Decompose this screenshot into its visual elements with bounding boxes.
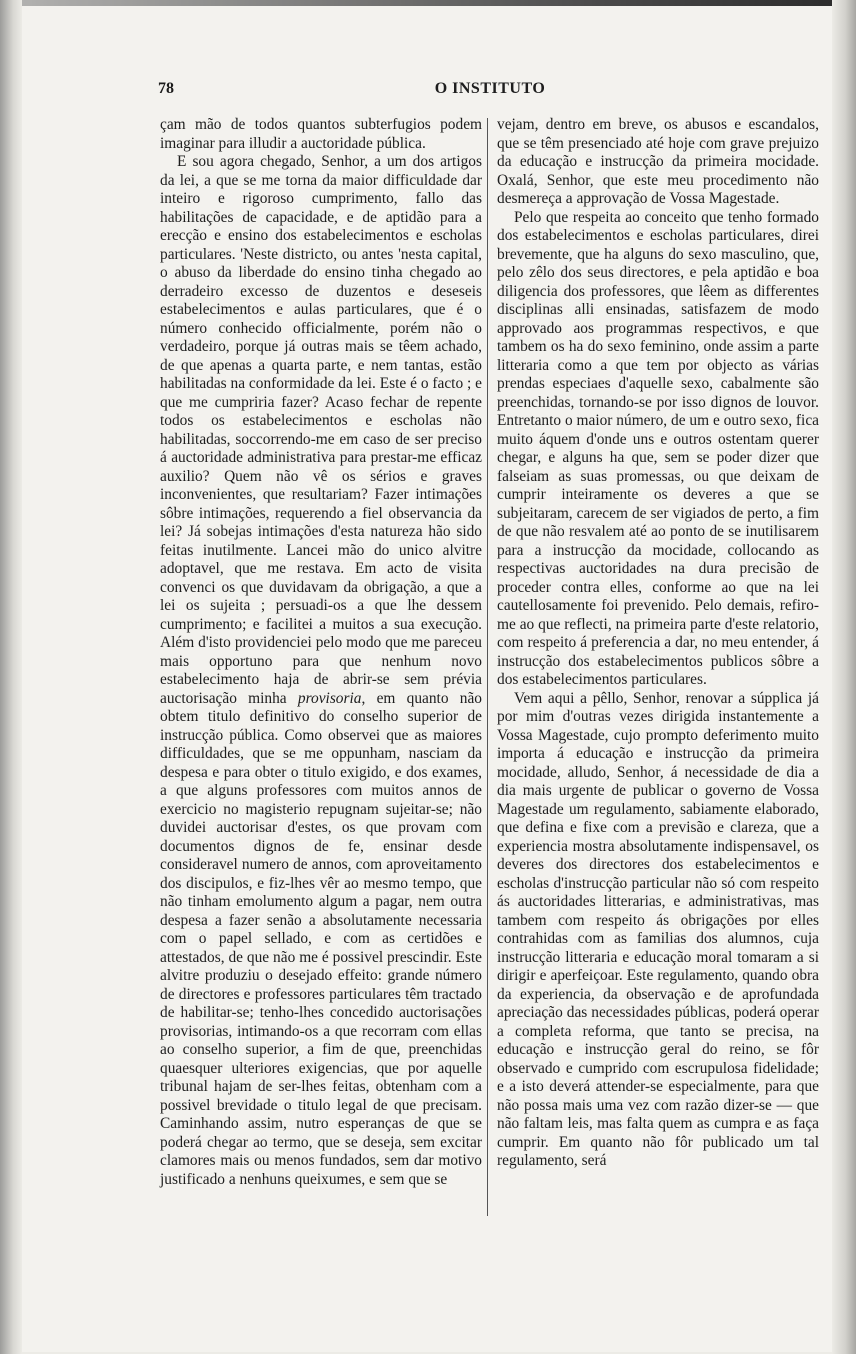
column-divider — [487, 118, 488, 1216]
paragraph: Pelo que respeita ao conceito que tenho formado dos estabelecimentos e escholas particulares, direi brevemente, que ha alguns do sexo masculino, que, pelo zêlo dos seus directores, e pela aptidão e boa diligencia dos professores, que lêem as differentes disciplinas alli ensinadas, satisfazem de modo approvado aos programmas respectivos, e que tambem os ha do sexo feminino, onde assim a parte litteraria como a que tem por objecto as várias prendas especiaes d'aquelle sexo, cabalmente são preenchidas, tornando-se por isso dignos de louvor. Entretanto o maior número, de um e outro sexo, fica muito áquem d'onde uns e outros ostentam querer chegar, e alguns ha que, sem se poder dizer que falseiam as suas promessas, ou que deixam de cumprir inteiramente os deveres a que se subjeitaram, carecem de ser vigiados de perto, a fim de que não resvalem até ao ponto de se inutilisarem para a instrucção da mocidade, collocando as respectivas auctoridades na dura precisão de proceder contra elles, conforme ao que na lei cautellosamente foi prevenido. Pelo demais, refiro-me ao que reflecti, na primeira parte d'este relatorio, com respeito á preferencia a dar, no meu entender, á instrucção dos estabelecimentos publicos sôbre a dos estabelecimentos particulares. — [497, 208, 819, 688]
page-gutter-shadow — [0, 0, 22, 1354]
paragraph: çam mão de todos quantos subterfugios podem imaginar para illudir a auctoridade pública. — [160, 116, 482, 152]
page-edge-shadow — [832, 0, 856, 1354]
left-column — [160, 116, 482, 1189]
paragraph-text: E sou agora chegado, Senhor, a um dos artigos da lei, a que se me torna da maior difficuldade dar inteiro e rigoroso cumprimento, fallo das habilitações de capacidade, e de aptidão para a erecção e ensino dos estabelecimentos e escholas particulares. 'Neste districto, ou antes 'nesta capital, o abuso da liberdade do ensino tinha chegado ao derradeiro excesso de duzentos e deseseis estabelecimentos e aulas particulares, que é o número conhecido officialmente, porém não o verdadeiro, porque já outras mais se têem achado, de que apenas a quarta parte, e nem tantas, estão habilitadas na conformidade da lei. Este é o facto ; e que me cumpriria fazer? Acaso fechar de repente todos os estabelecimentos e escholas não habilitadas, soccorrendo-me em caso de ser preciso á auctoridade administrativa para prestar-me efficaz auxilio? Quem não vê os sérios e graves inconvenientes, que resultariam? Fazer intimações sôbre intimações, requerendo a fiel observancia da lei? Já sobejas intimações d'esta natureza hão sido feitas inutilmente. Lancei mão do unico alvitre adoptavel, que me restava. Em acto de visita convenci os que duvidavam da obrigação, a que a lei os sujeita ; persuadi-os a que lhe dessem cumprimento; e facilitei a muitos a sua execução. Além d'isto providenciei pelo modo que me pareceu mais opportuno para que nenhum novo estabelecimento haja de abrir-se sem prévia auctorisação minha — [160, 153, 482, 707]
page-header — [140, 80, 820, 108]
paragraph: vejam, dentro em breve, os abusos e escandalos, que se têm presenciado até hoje com grave prejuizo da educação e instrucção da primeira mocidade. Oxalá, Senhor, que este meu procedimento não desmereça a approvação de Vossa Magestade. — [497, 116, 819, 207]
page-number: 78 — [158, 80, 174, 97]
italic-word: provisoria — [297, 689, 362, 707]
running-title: O INSTITUTO — [434, 80, 546, 97]
paragraph-text: , em quanto não obtem titulo definitivo do conselho superior de instrucção pública. Como observei que as maiores difficuldades, que se me oppunham, nasciam da despesa e para obter o titulo exigido, e dos exames, a que alguns professores com muitos annos de exercicio no magisterio repugnam sujeitar-se; não duvidei auctorisar d'estes, os que provam com documentos dignos de fe, ensinar desde consideravel numero de annos, com aproveitamento dos discipulos, e fiz-lhes vêr ao mesmo tempo, que não tinham emolumento algum a pagar, nem outra despesa a fazer senão a absolutamente necessaria com o papel sellado, e com as certidões e attestados, de que não me é possivel prescindir. Este alvitre produziu o desejado effeito: grande número de directores e professores particulares têm tractado de habilitar-se; tenho-lhes concedido auctorisações provisorias, intimando-os a que recorram com ellas ao conselho superior, a fim de que, preenchidas quaesquer ulteriores exigencias, que por aquelle tribunal hajam de ser-lhes feitas, obtenham com a possivel brevidade o titulo legal de que precisam. Caminhando assim, nutro esperanças de que se poderá chegar ao termo, que se deseja, sem excitar clamores mais ou menos fundados, sem dar motivo justificado a nenhuns queixumes, e sem que se — [160, 689, 483, 1188]
paragraph: Vem aqui a pêllo, Senhor, renovar a súpplica já por mim d'outras vezes dirigida instantemente a Vossa Magestade, cujo prompto deferimento muito importa á educação e instrucção da primeira mocidade, alludo, Senhor, á necessidade de dia a dia mais urgente de publicar o governo de Vossa Magestade um regulamento, sabiamente elaborado, que defina e fixe com a previsão e clareza, que a experiencia mostra absolutamente indispensavel, os deveres dos directores dos estabelecimentos e escholas d'instrucção particular não só com respeito ás auctoridades litterarias, e administrativas, mas tambem com respeito ás obrigações por elles contrahidas com as familias dos alumnos, cuja instrucção litteraria e educação moral tomaram a si dirigir e aperfeiçoar. Este regulamento, quando obra da experiencia, da observação e de aprofundada apreciação das necessidades públicas, poderá operar a completa reforma, que tanto se precisa, na educação e instrucção geral do reino, se fôr observado e cumprido com escrupulosa fidelidade; e a isto deverá attender-se especialmente, para que não possa mais uma vez com razão dizer-se — que não faltam leis, mas falta quem as cumpra e as faça cumprir. Em quanto não fôr publicado um tal regulamento, será — [497, 689, 819, 1169]
paragraph — [160, 153, 482, 1189]
right-column — [497, 116, 819, 1171]
